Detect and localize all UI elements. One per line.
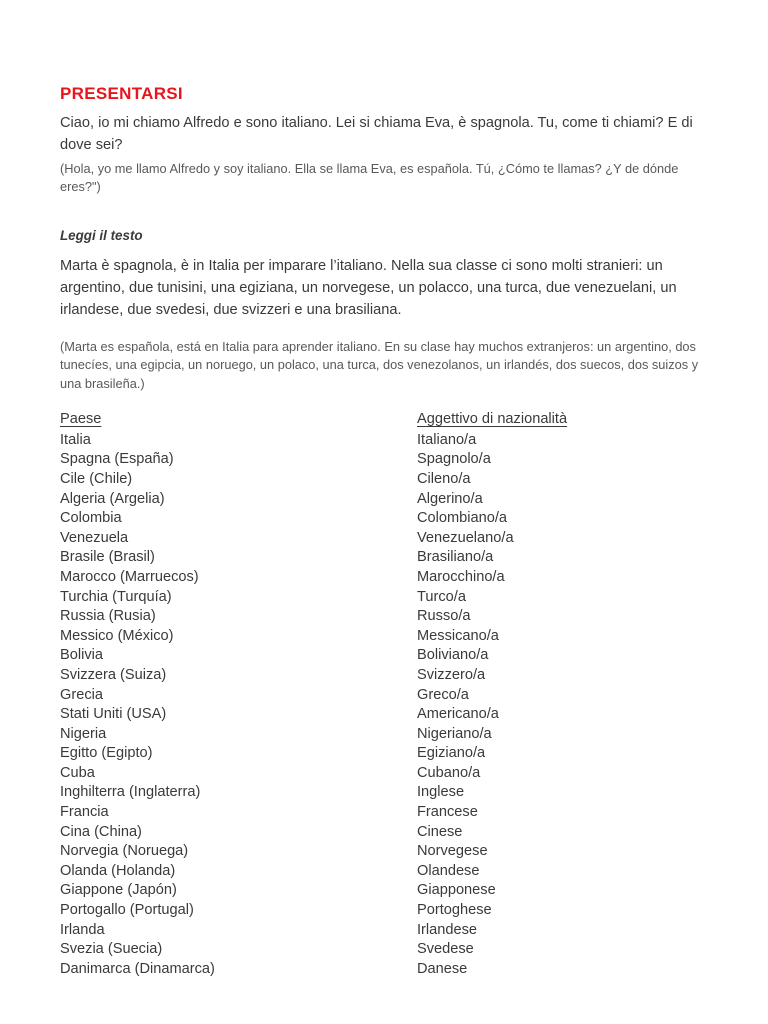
table-row <box>60 823 720 843</box>
page-title: PRESENTARSI <box>60 84 183 103</box>
nationality-cell: Cubano/a <box>417 764 481 781</box>
nationality-cell: Inglese <box>417 784 465 801</box>
column-header-paese: Paese <box>60 411 102 428</box>
table-row <box>60 686 720 706</box>
table-row <box>60 548 720 568</box>
table-row <box>60 803 720 823</box>
table-row <box>60 627 720 647</box>
nationality-table-body <box>60 431 720 980</box>
nationality-cell: Portoghese <box>417 902 492 919</box>
country-cell: Brasile (Brasil) <box>60 549 155 566</box>
table-row <box>60 940 720 960</box>
text-paragraph-spanish-translation: (Marta es española, está en Italia para aprender italiano. En su clase hay muchos extranjeros: un argentino, dos tunecíes, una egipcia, un noruego, un polaco, una turca, dos venezolanos, un irlandés, dos suecos, dos suizos y una brasileña.) <box>60 338 699 391</box>
table-row <box>60 588 720 608</box>
country-cell: Colombia <box>60 510 122 527</box>
nationality-cell: Olandese <box>417 862 480 879</box>
country-cell: Irlanda <box>60 921 105 938</box>
nationality-cell: Americano/a <box>417 706 499 723</box>
nationality-cell: Cinese <box>417 823 463 840</box>
table-row <box>60 470 720 490</box>
country-cell: Inghilterra (Inglaterra) <box>60 784 201 801</box>
country-cell: Portogallo (Portugal) <box>60 902 194 919</box>
nationality-cell: Giapponese <box>417 882 496 899</box>
table-row <box>60 509 720 529</box>
nationality-table <box>60 410 720 979</box>
nationality-cell: Italiano/a <box>417 431 477 448</box>
nationality-cell: Svedese <box>417 941 474 958</box>
nationality-cell: Danese <box>417 960 468 977</box>
table-row <box>60 725 720 745</box>
country-cell: Bolivia <box>60 647 103 664</box>
table-row <box>60 666 720 686</box>
nationality-cell: Francese <box>417 804 478 821</box>
table-row <box>60 607 720 627</box>
nationality-cell: Venezuelano/a <box>417 529 514 546</box>
country-cell: Cuba <box>60 764 95 781</box>
country-cell: Francia <box>60 804 109 821</box>
nationality-cell: Irlandese <box>417 921 478 938</box>
table-row <box>60 450 720 470</box>
country-cell: Spagna (España) <box>60 451 174 468</box>
table-row <box>60 705 720 725</box>
nationality-cell: Colombiano/a <box>417 510 508 527</box>
table-row <box>60 744 720 764</box>
table-row <box>60 960 720 980</box>
country-cell: Algeria (Argelia) <box>60 490 165 507</box>
table-row <box>60 764 720 784</box>
nationality-cell: Svizzero/a <box>417 666 486 683</box>
section-heading-leggi-il-testo: Leggi il testo <box>60 227 143 243</box>
document-content <box>60 84 720 979</box>
nationality-cell: Marocchino/a <box>417 568 505 585</box>
country-cell: Cile (Chile) <box>60 470 133 487</box>
table-row <box>60 529 720 549</box>
country-cell: Danimarca (Dinamarca) <box>60 960 215 977</box>
table-row <box>60 783 720 803</box>
table-row <box>60 862 720 882</box>
nationality-cell: Messicano/a <box>417 627 499 644</box>
table-row <box>60 901 720 921</box>
country-cell: Grecia <box>60 686 103 703</box>
table-row <box>60 431 720 451</box>
nationality-cell: Algerino/a <box>417 490 483 507</box>
country-cell: Stati Uniti (USA) <box>60 706 167 723</box>
table-row <box>60 842 720 862</box>
table-row <box>60 646 720 666</box>
nationality-cell: Nigeriano/a <box>417 725 492 742</box>
country-cell: Nigeria <box>60 725 107 742</box>
column-header-aggettivo: Aggettivo di nazionalità <box>417 411 568 428</box>
nationality-cell: Boliviano/a <box>417 647 489 664</box>
table-header-row <box>60 410 720 430</box>
country-cell: Svizzera (Suiza) <box>60 666 167 683</box>
text-paragraph-italian: Marta è spagnola, è in Italia per imparare l’italiano. Nella sua classe ci sono molti stranieri: un argentino, due tunisini, una egiziana, un norvegese, un polacco, una turca, due venezuelani, un irlandese, due svedesi, due svizzeri e una brasiliana. <box>60 257 677 318</box>
table-row <box>60 881 720 901</box>
nationality-cell: Egiziano/a <box>417 745 486 762</box>
country-cell: Norvegia (Noruega) <box>60 843 189 860</box>
nationality-cell: Norvegese <box>417 843 488 860</box>
country-cell: Svezia (Suecia) <box>60 941 163 958</box>
country-cell: Giappone (Japón) <box>60 882 177 899</box>
nationality-cell: Greco/a <box>417 686 469 703</box>
intro-paragraph-italian: Ciao, io mi chiamo Alfredo e sono italiano. Lei si chiama Eva, è spagnola. Tu, come ti chiami? E di dove sei? <box>60 115 693 153</box>
country-cell: Olanda (Holanda) <box>60 862 176 879</box>
intro-paragraph-spanish-translation: (Hola, yo me llamo Alfredo y soy italiano. Ella se llama Eva, es española. Tú, ¿Cómo te llamas? ¿Y de dónde eres?") <box>60 160 679 195</box>
nationality-cell: Brasiliano/a <box>417 549 494 566</box>
country-cell: Italia <box>60 431 91 448</box>
country-cell: Venezuela <box>60 529 129 546</box>
country-cell: Marocco (Marruecos) <box>60 568 199 585</box>
nationality-cell: Russo/a <box>417 608 471 625</box>
nationality-cell: Cileno/a <box>417 470 471 487</box>
table-row <box>60 921 720 941</box>
table-row <box>60 490 720 510</box>
country-cell: Egitto (Egipto) <box>60 745 153 762</box>
table-row <box>60 568 720 588</box>
nationality-cell: Spagnolo/a <box>417 451 491 468</box>
country-cell: Cina (China) <box>60 823 142 840</box>
country-cell: Turchia (Turquía) <box>60 588 172 605</box>
country-cell: Russia (Rusia) <box>60 608 156 625</box>
nationality-cell: Turco/a <box>417 588 466 605</box>
country-cell: Messico (México) <box>60 627 174 644</box>
